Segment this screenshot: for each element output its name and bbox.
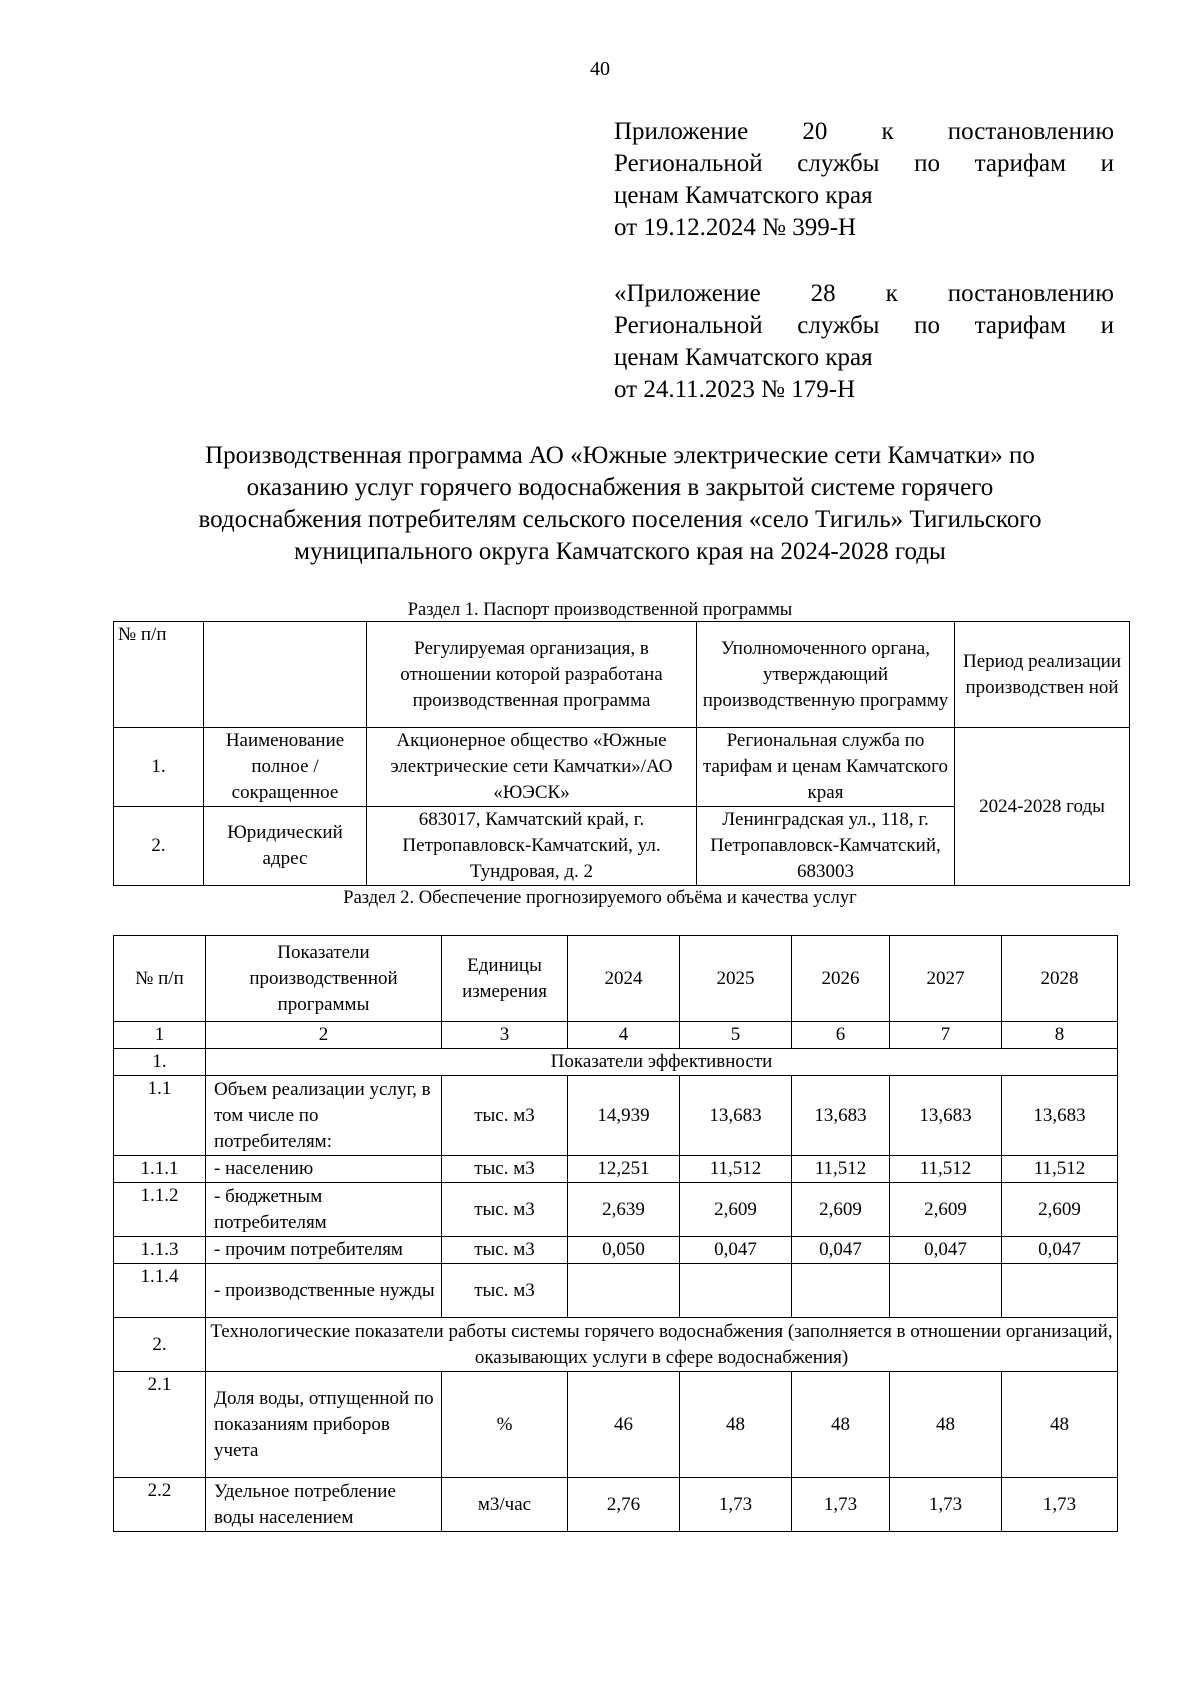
row-num: 1.1 (114, 1076, 206, 1156)
row-value: 13,683 (680, 1076, 792, 1156)
table-row (114, 1156, 1118, 1183)
annex-line: от 19.12.2024 № 399-Н (614, 214, 857, 241)
header-indicator: Показатели производственной программы (206, 936, 442, 1022)
group-row (114, 1318, 1118, 1372)
row-value (680, 1264, 792, 1318)
annex-28-reference (614, 278, 1114, 406)
row-unit: тыс. м3 (442, 1076, 568, 1156)
row-value: 2,76 (568, 1478, 680, 1532)
row-value: 48 (1002, 1372, 1118, 1478)
row-num: 1.1.2 (114, 1183, 206, 1237)
row-label: Наименование полное / сокращенное (204, 728, 367, 807)
group-title: Технологические показатели работы системы горячего водоснабжения (заполняется в отношении организаций, оказывающих услуги в сфере водоснабжения) (206, 1318, 1118, 1372)
row-value: 11,512 (680, 1156, 792, 1183)
header-year: 2028 (1002, 936, 1118, 1022)
header-empty (204, 622, 367, 728)
row-value: 11,512 (792, 1156, 890, 1183)
indicators-table (113, 935, 1118, 1532)
column-numbers-row (114, 1022, 1118, 1049)
row-value: 12,251 (568, 1156, 680, 1183)
annex-line: от 24.11.2023 № 179-Н (614, 376, 856, 403)
header-num: № п/п (114, 936, 206, 1022)
annex-line: ценам Камчатского края (614, 344, 873, 371)
group-row (114, 1049, 1118, 1076)
row-value: 11,512 (890, 1156, 1002, 1183)
annex-line: «Приложение 28 к постановлению (614, 280, 1114, 307)
row-num: 1.1.4 (114, 1264, 206, 1318)
header-year: 2025 (680, 936, 792, 1022)
row-label: Юридический адрес (204, 807, 367, 886)
row-value (568, 1264, 680, 1318)
row-name: - производственные нужды (206, 1264, 442, 1318)
table-row (114, 1264, 1118, 1318)
row-value (1002, 1264, 1118, 1318)
row-value: 11,512 (1002, 1156, 1118, 1183)
row-authority: Региональная служба по тарифам и ценам Камчатского края (697, 728, 955, 807)
section1-caption: Раздел 1. Паспорт производственной программы (407, 600, 793, 620)
table-row (114, 1372, 1118, 1478)
document-title: Производственная программа АО «Южные электрические сети Камчатки» по оказанию услуг горячего водоснабжения в закрытой системе горячего водоснабжения потребителям сельского поселения «село Тигиль» Тигильского муниципального округа Камчатского края на 2024-2028 годы (198, 442, 1042, 565)
row-num: 1.1.3 (114, 1237, 206, 1264)
row-num: 2.1 (114, 1372, 206, 1478)
row-org: 683017, Камчатский край, г. Петропавловск-Камчатский, ул. Тундровая, д. 2 (367, 807, 697, 886)
header-year: 2027 (890, 936, 1002, 1022)
row-value: 2,639 (568, 1183, 680, 1237)
row-value: 13,683 (890, 1076, 1002, 1156)
passport-row (114, 728, 1130, 807)
annex-line: Приложение 20 к постановлению (614, 118, 1115, 145)
row-value: 0,047 (890, 1237, 1002, 1264)
header-year: 2024 (568, 936, 680, 1022)
group-title: Показатели эффективности (206, 1049, 1118, 1076)
row-value: 46 (568, 1372, 680, 1478)
col-number: 4 (568, 1022, 680, 1049)
row-value: 1,73 (890, 1478, 1002, 1532)
group-num: 1. (114, 1049, 206, 1076)
row-name: - населению (206, 1156, 442, 1183)
period-value: 2024-2028 годы (955, 728, 1130, 886)
row-value: 48 (890, 1372, 1002, 1478)
header-period: Период реализации производствен ной (955, 622, 1130, 728)
row-value: 48 (792, 1372, 890, 1478)
row-num: 2. (114, 807, 204, 886)
header-unit: Единицы измерения (442, 936, 568, 1022)
group-num: 2. (114, 1318, 206, 1372)
row-value: 2,609 (890, 1183, 1002, 1237)
row-name: Удельное потребление воды населением (206, 1478, 442, 1532)
section2-caption: Раздел 2. Обеспечение прогнозируемого объёма и качества услуг (343, 888, 857, 908)
col-number: 6 (792, 1022, 890, 1049)
indicators-header-row (114, 936, 1118, 1022)
row-value: 0,047 (792, 1237, 890, 1264)
row-value: 1,73 (680, 1478, 792, 1532)
row-value: 14,939 (568, 1076, 680, 1156)
row-unit: тыс. м3 (442, 1237, 568, 1264)
annex-line: ценам Камчатского края (614, 182, 873, 209)
row-name: Доля воды, отпущенной по показаниям приборов учета (206, 1372, 442, 1478)
row-num: 1. (114, 728, 204, 807)
col-number: 8 (1002, 1022, 1118, 1049)
passport-table (113, 621, 1130, 886)
row-name: - бюджетным потребителям (206, 1183, 442, 1237)
annex-20-reference (614, 116, 1114, 244)
row-unit: тыс. м3 (442, 1183, 568, 1237)
col-number: 7 (890, 1022, 1002, 1049)
col-number: 5 (680, 1022, 792, 1049)
passport-header-row (114, 622, 1130, 728)
header-authority: Уполномоченного органа, утверждающий производственную программу (697, 622, 955, 728)
table-row (114, 1478, 1118, 1532)
row-value: 13,683 (792, 1076, 890, 1156)
row-unit: тыс. м3 (442, 1156, 568, 1183)
row-value: 0,050 (568, 1237, 680, 1264)
row-value: 48 (680, 1372, 792, 1478)
row-num: 1.1.1 (114, 1156, 206, 1183)
row-unit: м3/час (442, 1478, 568, 1532)
row-name: - прочим потребителям (206, 1237, 442, 1264)
table-row (114, 1237, 1118, 1264)
annex-line: Региональной службы по тарифам и (614, 150, 1115, 177)
row-name: Объем реализации услуг, в том числе по потребителям: (206, 1076, 442, 1156)
row-num: 2.2 (114, 1478, 206, 1532)
row-value (792, 1264, 890, 1318)
page-number: 40 (590, 58, 610, 80)
row-value: 2,609 (1002, 1183, 1118, 1237)
row-value: 2,609 (792, 1183, 890, 1237)
col-number: 2 (206, 1022, 442, 1049)
table-row (114, 1183, 1118, 1237)
row-unit: % (442, 1372, 568, 1478)
row-unit: тыс. м3 (442, 1264, 568, 1318)
row-value: 13,683 (1002, 1076, 1118, 1156)
header-org: Регулируемая организация, в отношении которой разработана производственная программа (367, 622, 697, 728)
row-value: 1,73 (792, 1478, 890, 1532)
row-value: 2,609 (680, 1183, 792, 1237)
row-value: 1,73 (1002, 1478, 1118, 1532)
row-org: Акционерное общество «Южные электрические сети Камчатки»/АО «ЮЭСК» (367, 728, 697, 807)
header-num: № п/п (114, 622, 204, 728)
header-year: 2026 (792, 936, 890, 1022)
table-row (114, 1076, 1118, 1156)
annex-line: Региональной службы по тарифам и (614, 312, 1115, 339)
row-authority: Ленинградская ул., 118, г. Петропавловск-Камчатский, 683003 (697, 807, 955, 886)
row-value: 0,047 (1002, 1237, 1118, 1264)
row-value: 0,047 (680, 1237, 792, 1264)
col-number: 3 (442, 1022, 568, 1049)
col-number: 1 (114, 1022, 206, 1049)
row-value (890, 1264, 1002, 1318)
